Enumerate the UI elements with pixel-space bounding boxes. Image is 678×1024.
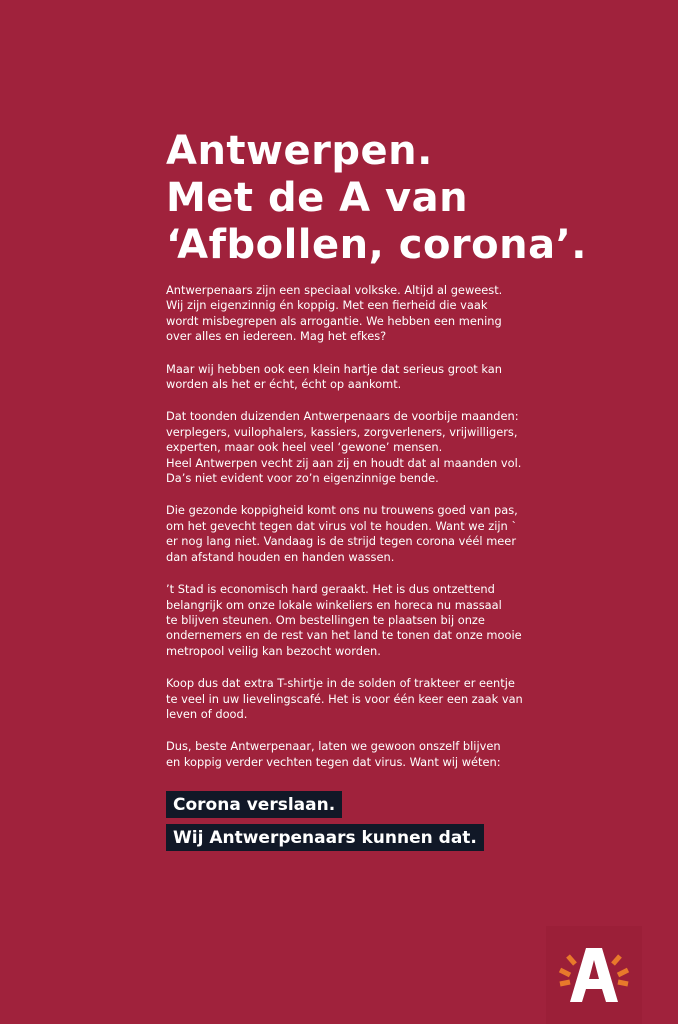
ray-left-top — [568, 956, 575, 964]
antwerp-a-logo-icon — [546, 926, 642, 1024]
paragraph-7: Dus, beste Antwerpenaar, laten we gewoon onszelf blijven en koppig verder vechten tegen dat virus. Want wij wéten: — [166, 739, 501, 769]
closing-statement — [166, 791, 526, 857]
ray-right-lower — [618, 982, 628, 984]
ray-right-upper — [618, 970, 628, 975]
headline-line-3: ‘Afbollen, corona’. — [166, 222, 587, 268]
paragraph-2: Maar wij hebben ook een klein hartje dat serieus groot kan worden als het er écht, écht op aankomt. — [166, 361, 502, 392]
antwerp-logo — [546, 926, 642, 1024]
paragraph-5: ’t Stad is economisch hard geraakt. Het is dus ontzettend belangrijk om onze lokale winkeliers en horeca nu massaal te blijven steunen. Om bestellingen te plaatsen bij onze ondernemers en de rest van het land te tonen dat onze mooie metropool veilig kan bezocht worden. — [166, 582, 522, 658]
ray-right-top — [613, 956, 620, 964]
headline-line-2: Met de A van — [166, 175, 469, 221]
paragraph-1: Antwerpenaars zijn een speciaal volkske. Altijd al geweest. Wij zijn eigenzinnig én koppig. Met een fierheid die vaak wordt misbegrepen als arrogantie. We hebben een mening over alles en iedereen. Mag het efkes? — [166, 283, 503, 344]
letter-a-glyph — [570, 948, 618, 1002]
ray-left-lower — [560, 982, 570, 984]
paragraph-6: Koop dus dat extra T-shirtje in de solden of trakteer er eentje te veel in uw lievelingscafé. Het is voor één keer een zaak van leven of dood. — [166, 676, 523, 721]
paragraph-3: Dat toonden duizenden Antwerpenaars de voorbije maanden: verplegers, vuilophalers, kassiers, zorgverleners, vrijwilligers, experten, maar ook heel veel ‘gewone’ mensen. Heel Antwerpen vecht zij aan zij en houdt dat al maanden vol. Da’s niet evident voor zo’n eigenzinnige bende. — [166, 409, 522, 486]
closing-line-1: Corona verslaan. — [166, 791, 342, 818]
paragraph-4: Die gezonde koppigheid komt ons nu trouwens goed van pas, om het gevecht tegen dat virus vol te houden. Want we zijn ` er nog lang niet. Vandaag is de strijd tegen corona véél meer dan afstand houden en handen wassen. — [166, 503, 518, 564]
ad-content — [166, 128, 587, 857]
headline — [166, 128, 587, 269]
closing-line-2: Wij Antwerpenaars kunnen dat. — [166, 824, 484, 851]
ray-left-upper — [560, 970, 570, 975]
headline-line-1: Antwerpen. — [166, 128, 433, 174]
body-text — [166, 283, 526, 770]
